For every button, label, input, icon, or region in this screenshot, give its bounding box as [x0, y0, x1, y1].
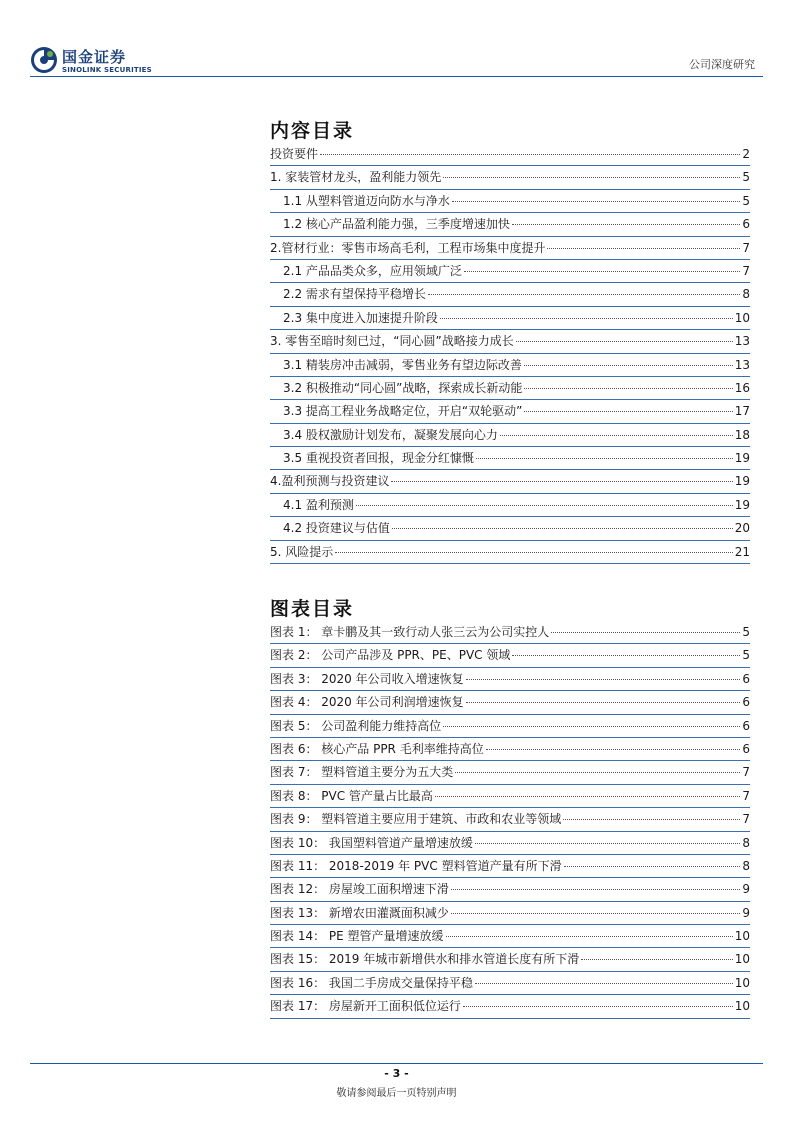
toc-entry-page: 6 — [742, 217, 750, 232]
figure-entry-page: 10 — [734, 952, 750, 967]
toc-entry-text: 投资要件 — [270, 147, 319, 161]
toc-entry-text: 1.1 从塑料管道迈向防水与净水 — [283, 193, 450, 208]
figure-entry-page: 5 — [742, 625, 750, 639]
footer-divider — [30, 1063, 763, 1064]
toc-entry[interactable] — [270, 447, 750, 470]
dot-leader — [512, 223, 740, 225]
toc-entry-page: 18 — [734, 427, 750, 442]
logo-english-name: SINOLINK SECURITIES — [62, 66, 152, 74]
toc-entry-page: 13 — [734, 334, 750, 349]
toc-entry-text: 3. 零售至暗时刻已过，“同心圆”战略接力成长 — [270, 334, 514, 349]
toc-entry[interactable] — [270, 237, 750, 260]
figure-entry-text: 图表 13： 新增农田灌溉面积减少 — [270, 905, 449, 920]
toc-entry-text: 4.2 投资建议与估值 — [283, 521, 390, 536]
toc-entry-text: 3.1 精装房冲击减弱，零售业务有望边际改善 — [283, 357, 522, 372]
toc-entry-page: 16 — [734, 380, 750, 395]
figure-entry-text: 图表 5： 公司盈利能力维持高位 — [270, 718, 442, 733]
toc-entry-page: 5 — [742, 193, 750, 208]
toc-entry-text: 2.2 需求有望保持平稳增长 — [283, 287, 426, 302]
toc-entry-page: 10 — [734, 310, 750, 325]
dot-leader — [320, 153, 740, 155]
toc-entry-page: 21 — [734, 544, 750, 559]
dot-leader — [443, 725, 740, 727]
toc-entry-text: 4.盈利预测与投资建议 — [270, 474, 390, 489]
figure-entry-text: 图表 11： 2018-2019 年 PVC 塑料管道产量有所下滑 — [270, 858, 562, 873]
dot-leader — [391, 480, 732, 482]
figure-entry-text: 图表 2： 公司产品涉及 PPR、PE、PVC 领域 — [270, 648, 511, 663]
figure-entry-text: 图表 1： 章卡鹏及其一致行动人张三云为公司实控人 — [270, 625, 550, 639]
page-number: - 3 - — [384, 1067, 409, 1080]
toc-entry-text: 2.3 集中度进入加速提升阶段 — [283, 310, 438, 325]
disclaimer-note: 敬请参阅最后一页特别声明 — [336, 1088, 457, 1099]
toc-entry[interactable] — [270, 260, 750, 283]
toc-entry[interactable] — [270, 494, 750, 517]
dot-leader — [428, 293, 740, 295]
figure-entry-text: 图表 10： 我国塑料管道产量增速放缓 — [270, 835, 473, 850]
dot-leader — [463, 1005, 733, 1007]
dot-leader — [356, 504, 733, 506]
figure-entry[interactable] — [270, 972, 750, 995]
dot-leader — [392, 527, 733, 529]
figure-entry[interactable] — [270, 832, 750, 855]
dot-leader — [466, 678, 741, 680]
dot-leader — [440, 317, 733, 319]
figure-entry-page: 10 — [734, 975, 750, 990]
dot-leader — [486, 748, 741, 750]
dot-leader — [455, 771, 740, 773]
figure-entry[interactable] — [270, 925, 750, 948]
toc-entry[interactable] — [270, 190, 750, 213]
figure-entry-page: 6 — [742, 671, 750, 686]
toc-entry[interactable] — [270, 354, 750, 377]
toc-entry-text: 1.2 核心产品盈利能力强，三季度增速加快 — [283, 217, 510, 232]
figure-entry-text: 图表 17： 房屋新开工面积低位运行 — [270, 999, 461, 1014]
figure-entry-text: 图表 12： 房屋竣工面积增速下滑 — [270, 882, 449, 897]
figure-entry[interactable] — [270, 995, 750, 1018]
dot-leader — [446, 935, 733, 937]
figure-entry[interactable] — [270, 715, 750, 738]
dot-leader — [452, 200, 740, 202]
figure-entry-page: 7 — [742, 812, 750, 827]
toc-entry-text: 3.3 提高工程业务战略定位，开启“双轮驱动” — [283, 404, 523, 419]
dot-leader — [435, 795, 740, 797]
toc-entry[interactable] — [270, 166, 750, 189]
toc-entry-text: 3.5 重视投资者回报，现金分红慷慨 — [283, 451, 474, 466]
figure-entry-page: 8 — [742, 835, 750, 850]
figure-entry-page: 6 — [742, 718, 750, 733]
figure-entry[interactable] — [270, 761, 750, 784]
dot-leader — [563, 818, 740, 820]
figure-entry[interactable] — [270, 691, 750, 714]
figure-entry[interactable] — [270, 644, 750, 667]
toc-entry[interactable] — [270, 143, 750, 166]
figure-entry-text: 图表 7： 塑料管道主要分为五大类 — [270, 765, 454, 780]
toc-entry-page: 19 — [734, 497, 750, 512]
figure-entry-text: 图表 3： 2020 年公司收入增速恢复 — [270, 671, 464, 686]
figure-entry-text: 图表 4： 2020 年公司利润增速恢复 — [270, 695, 464, 710]
figure-entry[interactable] — [270, 621, 750, 644]
toc-entry-page: 5 — [742, 170, 750, 185]
figure-entry-page: 7 — [742, 765, 750, 780]
toc-entry[interactable] — [270, 470, 750, 493]
toc-entry-page: 19 — [734, 474, 750, 489]
page-header — [30, 40, 763, 77]
figure-entry-page: 5 — [742, 648, 750, 663]
toc-entry-text: 4.1 盈利预测 — [283, 497, 354, 512]
figure-entry[interactable] — [270, 808, 750, 831]
toc-entry[interactable] — [270, 213, 750, 236]
toc-entry[interactable] — [270, 517, 750, 540]
figure-entry-page: 9 — [742, 882, 750, 897]
toc-entry[interactable] — [270, 307, 750, 330]
figure-entry[interactable] — [270, 902, 750, 925]
dot-leader — [475, 842, 740, 844]
figure-entry-page: 8 — [742, 858, 750, 873]
dot-leader — [466, 701, 741, 703]
figure-entry-text: 图表 16： 我国二手房成交量保持平稳 — [270, 975, 473, 990]
figure-entry-text: 图表 9： 塑料管道主要应用于建筑、市政和农业等领域 — [270, 812, 562, 827]
dot-leader — [500, 434, 733, 436]
toc-entry[interactable] — [270, 283, 750, 306]
dot-leader — [524, 364, 733, 366]
sinolink-logo-icon — [30, 46, 58, 74]
logo-chinese-name: 国金证券 — [62, 48, 127, 66]
toc-entry[interactable] — [270, 541, 750, 564]
contents-title: 内容目录 — [270, 120, 355, 142]
figures-list — [270, 621, 750, 1019]
figure-entry-text: 图表 6： 核心产品 PPR 毛利率维持高位 — [270, 741, 484, 756]
toc-entry-page: 19 — [734, 451, 750, 466]
toc-entry-page: 17 — [734, 404, 750, 419]
toc-entry[interactable] — [270, 330, 750, 353]
toc-entry-text: 2.管材行业：零售市场高毛利，工程市场集中度提升 — [270, 240, 546, 255]
figure-entry-page: 6 — [742, 741, 750, 756]
toc-entry-text: 3.2 积极推动“同心圆”战略，探索成长新动能 — [283, 380, 523, 395]
dot-leader — [524, 387, 732, 389]
dot-leader — [516, 340, 733, 342]
dot-leader — [451, 912, 740, 914]
figures-title: 图表目录 — [270, 598, 355, 620]
figure-entry-page: 10 — [734, 929, 750, 944]
dot-leader — [581, 958, 732, 960]
toc-entry-text: 1. 家装管材龙头，盈利能力领先 — [270, 170, 442, 185]
dot-leader — [547, 247, 740, 249]
figure-entry-text: 图表 8： PVC 管产量占比最高 — [270, 788, 433, 803]
toc-entry-page: 8 — [742, 287, 750, 302]
dot-leader — [335, 551, 732, 553]
figure-entry-page: 7 — [742, 788, 750, 803]
figure-entry[interactable] — [270, 855, 750, 878]
toc-entry-page: 20 — [734, 521, 750, 536]
figure-entry-text: 图表 15： 2019 年城市新增供水和排水管道长度有所下滑 — [270, 952, 580, 967]
dot-leader — [564, 865, 741, 867]
dot-leader — [475, 982, 733, 984]
figure-entry[interactable] — [270, 948, 750, 971]
contents-list — [270, 143, 750, 564]
dot-leader — [512, 654, 740, 656]
toc-entry[interactable] — [270, 400, 750, 423]
toc-entry-page: 7 — [742, 263, 750, 278]
toc-entry-text: 5. 风险提示 — [270, 544, 334, 559]
figure-entry-page: 6 — [742, 695, 750, 710]
dot-leader — [551, 631, 740, 633]
figure-entry-page: 9 — [742, 905, 750, 920]
toc-entry-page: 7 — [742, 240, 750, 255]
document-type-label: 公司深度研究 — [689, 58, 755, 71]
dot-leader — [524, 410, 732, 412]
figure-entry[interactable] — [270, 668, 750, 691]
dot-leader — [476, 457, 733, 459]
figure-entry[interactable] — [270, 785, 750, 808]
toc-entry[interactable] — [270, 424, 750, 447]
figure-entry-page: 10 — [734, 999, 750, 1014]
toc-entry-text: 2.1 产品品类众多，应用领域广泛 — [283, 263, 462, 278]
toc-entry-text: 3.4 股权激励计划发布，凝聚发展向心力 — [283, 427, 498, 442]
toc-entry-page: 2 — [742, 147, 750, 161]
dot-leader — [443, 176, 740, 178]
figure-entry-text: 图表 14： PE 塑管产量增速放缓 — [270, 929, 444, 944]
figure-entry[interactable] — [270, 738, 750, 761]
dot-leader — [451, 888, 740, 890]
figure-entry[interactable] — [270, 878, 750, 901]
dot-leader — [464, 270, 740, 272]
toc-entry[interactable] — [270, 377, 750, 400]
toc-entry-page: 13 — [734, 357, 750, 372]
